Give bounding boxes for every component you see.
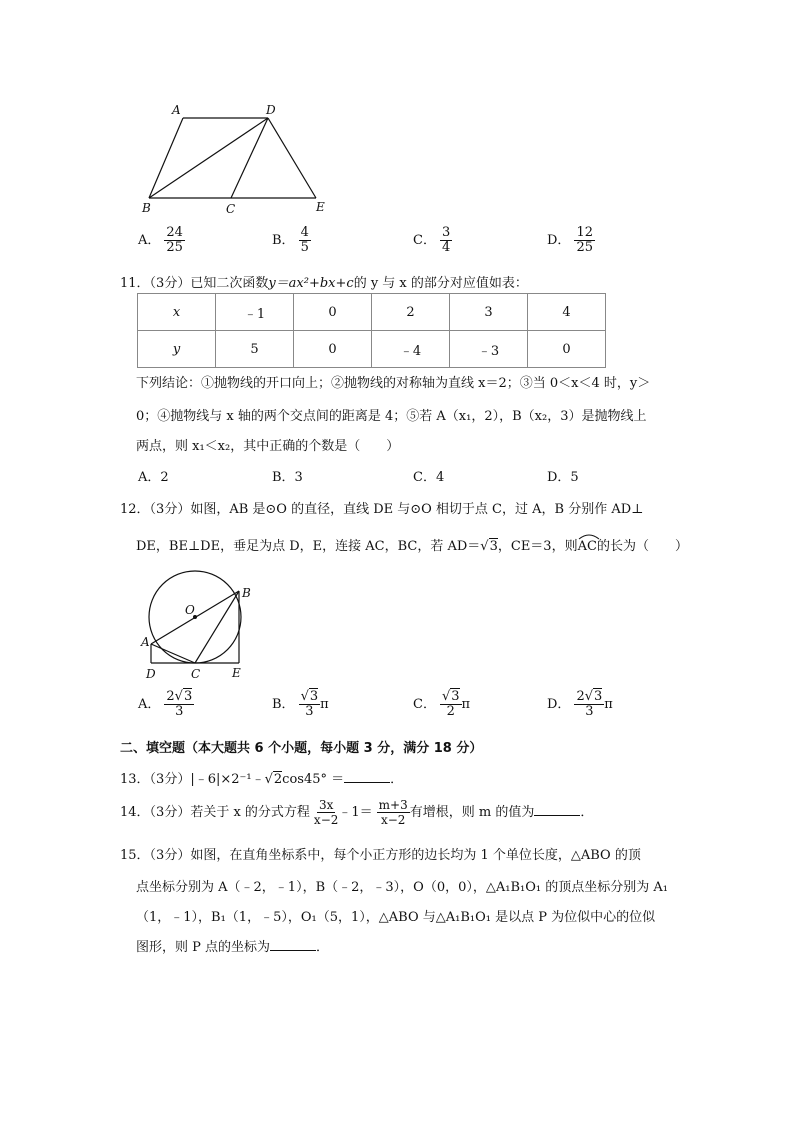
table-cell: ﹣3 — [450, 331, 528, 368]
q10-label-e: E — [316, 200, 325, 214]
q15-stem-line2: 点坐标分别为 A（﹣2，﹣1），B（﹣2，﹣3），O（0，0），△A₁B₁O₁ 的顶点坐标分别为 A₁ — [136, 880, 668, 895]
q10-option-b: B． $\frac{4}{5}$ — [272, 225, 309, 255]
q12-option-b: B． $\frac{√3}{3}$ π — [272, 689, 329, 719]
table-cell: 0 — [294, 294, 372, 331]
q14-stem: 14．（3分）若关于 x 的分式方程 $\frac{3x}{x-2}$ ﹣1＝ $\frac{m+3}{x-2}$ 有增根，则 m 的值为 ． — [120, 798, 594, 827]
answer-blank[interactable] — [344, 770, 390, 783]
table-cell: 3 — [450, 294, 528, 331]
q11-option-c: C．4 — [413, 470, 445, 485]
q12-stem-line2: DE，BE⊥DE，垂足为点 D，E，连接 AC，BC，若 AD＝√3，CE＝3，则 AC的长为（ ） — [136, 535, 688, 554]
q15-stem-line4: 图形，则 P 点的坐标为 ． — [136, 940, 330, 955]
q10-option-d: D． $\frac{12}{25}$ — [547, 225, 593, 255]
table-cell: ﹣4 — [372, 331, 450, 368]
table-header-x: x — [138, 294, 216, 331]
q10-option-a: A． $\frac{24}{25}$ — [138, 225, 183, 255]
table-row — [138, 331, 606, 368]
q11-option-d: D．5 — [547, 470, 579, 485]
q10-option-c: C． $\frac{3}{4}$ — [413, 225, 451, 255]
table-cell: 5 — [216, 331, 294, 368]
q11-value-table — [137, 293, 606, 368]
table-cell: ﹣1 — [216, 294, 294, 331]
table-cell: 2 — [372, 294, 450, 331]
q12-figure — [138, 570, 258, 684]
table-row — [138, 294, 606, 331]
table-cell: 4 — [528, 294, 606, 331]
q11-conclusions-line3: 两点，则 x₁＜x₂，其中正确的个数是（ ） — [136, 439, 400, 454]
q11-conclusions-line2: 0；④抛物线与 x 轴的两个交点间的距离是 4；⑤若 A（x₁，2），B（x₂，3）是抛物线上 — [136, 409, 647, 424]
q12-label-o: O — [185, 603, 195, 617]
table-header-y: y — [138, 331, 216, 368]
q12-label-a: A — [141, 635, 150, 649]
q10-figure — [138, 100, 338, 218]
table-cell: 0 — [528, 331, 606, 368]
q12-option-a: A． $\frac{2√3}{3}$ — [138, 689, 193, 719]
q15-stem-line3: （1，﹣1），B₁（1，﹣5），O₁（5，1），△ABO 与△A₁B₁O₁ 是以点 P 为位似中心的位似 — [136, 910, 656, 925]
q10-label-b: B — [142, 201, 151, 215]
table-cell: 0 — [294, 331, 372, 368]
q13-stem: 13．（3分）|﹣6|×2⁻¹﹣√2cos45° ＝ ． — [120, 772, 404, 787]
q12-option-d: D． $\frac{2√3}{3}$ π — [547, 689, 613, 719]
q12-label-e: E — [232, 666, 241, 680]
q11-conclusions-line1: 下列结论：①抛物线的开口向上；②抛物线的对称轴为直线 x＝2；③当 0＜x＜4 时，y＞ — [136, 376, 651, 391]
q12-stem-line1: 12．（3分）如图，AB 是⊙O 的直径，直线 DE 与⊙O 相切于点 C，过 A，B 分别作 AD⊥ — [120, 502, 644, 517]
answer-blank[interactable] — [534, 803, 580, 816]
q10-label-d: D — [266, 103, 276, 117]
answer-blank[interactable] — [270, 938, 316, 951]
q12-option-c: C． $\frac{√3}{2}$ π — [413, 689, 471, 719]
q11-option-b: B．3 — [272, 470, 303, 485]
q15-stem-line1: 15．（3分）如图，在直角坐标系中，每个小正方形的边长均为 1 个单位长度，△ABO 的顶 — [120, 848, 641, 863]
arc-ac: AC — [578, 539, 597, 554]
q12-label-d: D — [146, 667, 156, 681]
section-title-fill-blank: 二、填空题（本大题共 6 个小题，每小题 3 分，满分 18 分） — [120, 741, 483, 756]
q11-option-a: A．2 — [138, 470, 169, 485]
q12-label-b: B — [242, 586, 251, 600]
q11-stem: 11．（3分）已知二次函数y＝ax²+bx+c的 y 与 x 的部分对应值如表： — [120, 276, 528, 291]
q10-label-a: A — [172, 103, 181, 117]
q12-label-c: C — [191, 667, 201, 681]
q10-label-c: C — [226, 202, 236, 216]
